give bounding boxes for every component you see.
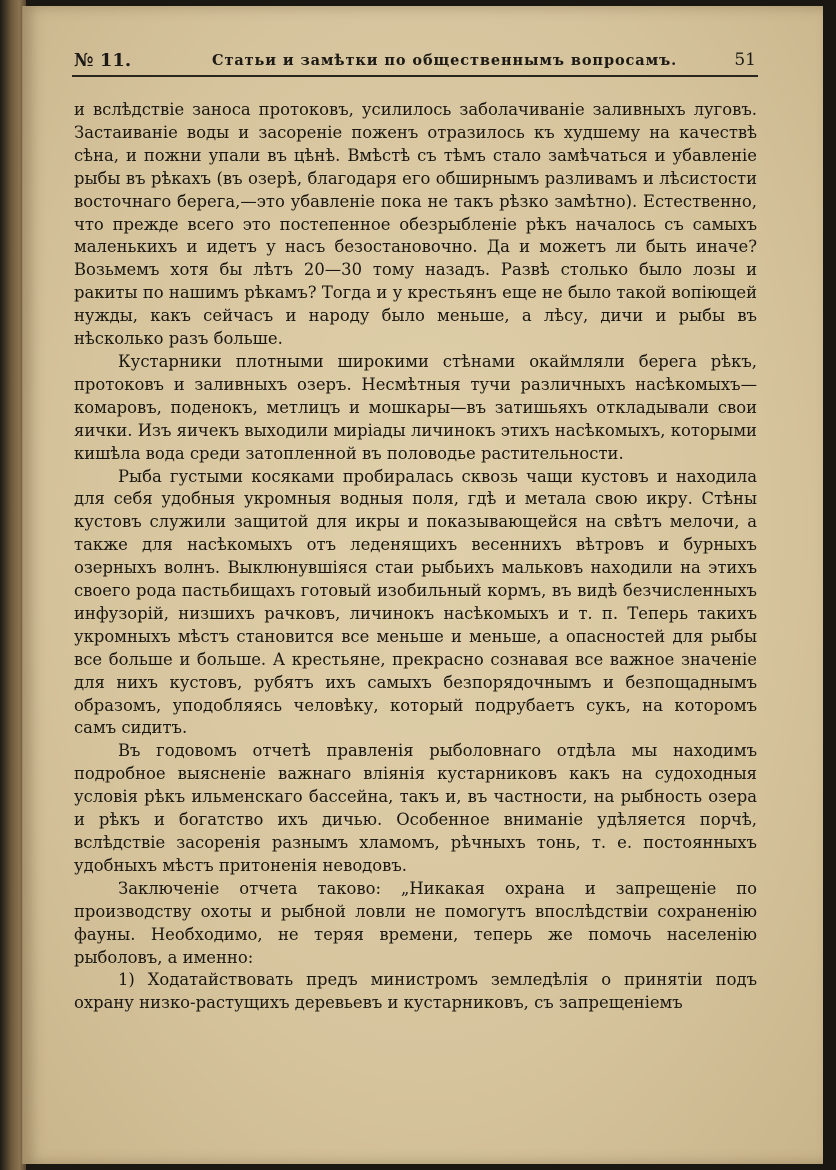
paragraph: Кустарники плотными широкими стѣнами окаймляли берега рѣкъ, протоковъ и заливныхъ озеръ. Несмѣтныя тучи различныхъ насѣкомыхъ—комаровъ, поденокъ, метлицъ и мошкары—въ затишьяхъ откладывали свои яички. Изъ яичекъ выходили миріады личинокъ этихъ насѣкомыхъ, которыми кишѣла вода среди затопленной въ половодье растительности. [74, 351, 757, 463]
paragraph: Рыба густыми косяками пробиралась сквозь чащи кустовъ и находила для себя удобныя укромныя водныя поля, гдѣ и метала свою икру. Стѣны кустовъ служили защитой для икры и показывающейся на свѣтъ мелочи, а также для насѣкомыхъ отъ леденящихъ весеннихъ вѣтровъ и бурныхъ озерныхъ волнъ. Выклюнувшіяся стаи рыбьихъ мальковъ находили на этихъ своего рода пастьбищахъ готовый изобильный кормъ, въ видѣ безчисленныхъ инфузорій, низшихъ рачковъ, личинокъ насѣкомыхъ и т. п. Теперь такихъ укромныхъ мѣстъ становится все меньше и меньше, а опасностей для рыбы все больше и больше. А крестьяне, прекрасно сознавая все важное значеніе для нихъ кустовъ, рубятъ ихъ самыхъ безпорядочнымъ и безпощаднымъ образомъ, уподобляясь человѣку, который подрубаетъ сукъ, на которомъ самъ сидитъ. [74, 466, 757, 738]
paragraph: и вслѣдствіе заноса протоковъ, усилилось заболачиваніе заливныхъ луговъ. Застаиваніе воды и засореніе поженъ отразилось къ худшему на качествѣ сѣна, и пожни упали въ цѣнѣ. Вмѣстѣ съ тѣмъ стало замѣчаться и убавленіе рыбы въ рѣкахъ (въ озерѣ, благодаря его обширнымъ разливамъ и лѣсистости восточнаго берега,—это убавленіе пока не такъ рѣзко замѣтно). Естественно, что прежде всего это постепенное обезрыбленіе рѣкъ началось съ самыхъ маленькихъ и идетъ у насъ безостановочно. Да и можетъ ли быть иначе? Возьмемъ хотя бы лѣтъ 20—30 тому назадъ. Развѣ столько было лозы и ракиты по нашимъ рѣкамъ? Тогда и у крестьянъ еще не было такой вопіющей нужды, какъ сейчасъ и народу было меньше, а лѣсу, дичи и рыбы въ нѣсколько разъ больше. [74, 100, 757, 349]
paragraph: Въ годовомъ отчетѣ правленія рыболовнаго отдѣла мы находимъ подробное выясненіе важнаго вліянія кустарниковъ какъ на судоходныя условія рѣкъ ильменскаго бассейна, такъ и, въ частности, на рыбность озера и рѣкъ и богатство ихъ дичью. Особенное вниманіе удѣляется порчѣ, вслѣдствіе засоренія разнымъ хламомъ, рѣчныхъ тонь, т. е. постоянныхъ удобныхъ мѣстъ притоненія неводовъ. [74, 741, 757, 875]
article-body [74, 99, 757, 1015]
paragraph: Заключеніе отчета таково: „Никакая охрана и запрещеніе по производству охоты и рыбной ловли не помогутъ впослѣдствіи сохраненію фауны. Необходимо, не теряя времени, теперь же помочь населенію рыболовъ, а именно: [74, 878, 757, 967]
section-title: Статьи и замѣтки по общественнымъ вопросамъ. [212, 52, 678, 69]
header-rule [72, 75, 758, 77]
running-header [74, 50, 756, 74]
paragraph: 1) Ходатайствовать предъ министромъ земледѣлія о принятіи подъ охрану низко-растущихъ деревьевъ и кустарниковъ, съ запрещеніемъ [74, 970, 757, 1013]
issue-number: № 11. [74, 50, 132, 71]
page-number: 51 [734, 50, 756, 70]
